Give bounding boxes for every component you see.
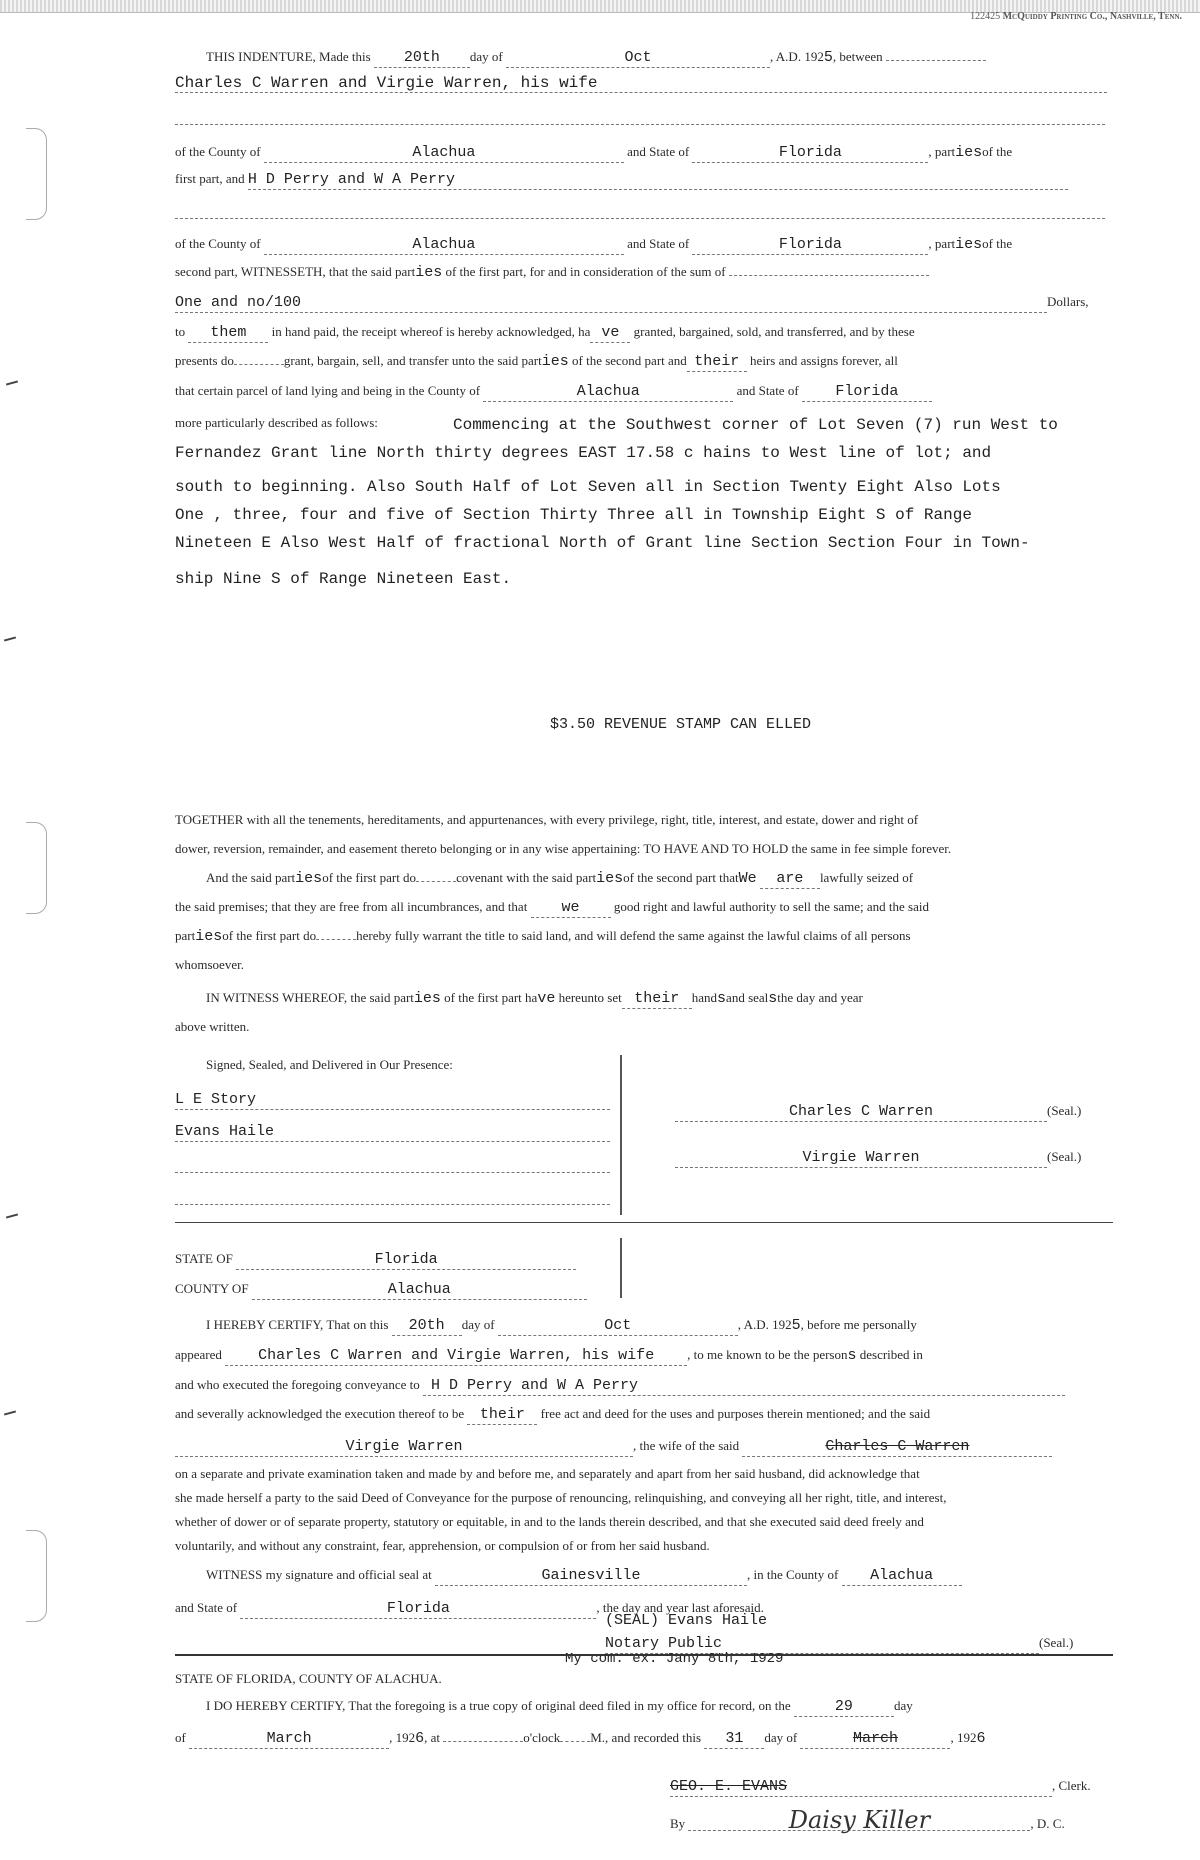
margin-tick-mark: [4, 1410, 16, 1415]
clerk-certify-line: I DO HEREBY CERTIFY, That the foregoing is a true copy of original deed filed in my office for record, on the 29 day: [206, 1698, 913, 1715]
recorded-month: March: [800, 1730, 950, 1749]
grantor-signature-line: Virgie Warren (Seal.): [675, 1148, 1115, 1168]
description-line: south to beginning. Also South Half of Lot Seven all in Section Twenty Eight Also Lots: [175, 478, 1001, 496]
whomsoever-line: whomsoever.: [175, 957, 244, 972]
printer-name: McQuiddy Printing Co., Nashville, Tenn.: [1002, 11, 1182, 22]
witnesseth-line: second part, WITNESSETH, that the said parties of the first part, for and in consideration of the sum of: [175, 263, 1113, 282]
grantor-signature-line: Charles C Warren (Seal.): [675, 1102, 1115, 1122]
margin-tick-mark: [4, 636, 16, 641]
ack-and-state-line: and State of Florida , the day and year last aforesaid.: [175, 1600, 764, 1617]
parcel-line: that certain parcel of land lying and being in the County of Alachua and State of Florida: [175, 382, 1113, 402]
grantees-names: H D Perry and W A Perry: [248, 171, 1068, 190]
presents-line: presents do grant, bargain, sell, and transfer unto the said parties of the second part and their heirs and assigns forever, all: [175, 353, 898, 370]
binder-hole-mark: [26, 822, 47, 914]
land-description: [175, 411, 1107, 593]
parties-line: partiesof the first part do hereby fully warrant the title to said land, and will defend the same against the lawful claims of all persons: [175, 928, 911, 945]
amount-line: One and no/100 Dollars,: [175, 294, 1089, 311]
first-state: Florida: [692, 144, 928, 163]
first-county-line: of the County of Alachua and State of Florida , partiesof the: [175, 144, 1013, 161]
notary-title-line: Notary Public (Seal.): [605, 1635, 1074, 1652]
description-line: ship Nine S of Range Nineteen East.: [175, 570, 512, 588]
revenue-stamp-note: $3.50 REVENUE STAMP CAN ELLED: [550, 716, 812, 733]
blank-line: [175, 206, 1113, 224]
notary-name: Evans Haile: [668, 1612, 768, 1629]
description-line: One , three, four and five of Section Thirty Three all in Township Eight S of Range: [175, 506, 972, 524]
filed-month: March: [189, 1730, 389, 1749]
parcel-county: Alachua: [483, 383, 733, 402]
grantor-signature: Charles C Warren: [675, 1103, 1047, 1122]
grantors-names: Charles C Warren and Virgie Warren, his wife: [175, 74, 1107, 93]
margin-tick-mark: [6, 1213, 18, 1218]
witness-line: [175, 1160, 615, 1178]
binder-hole-mark: [26, 128, 47, 220]
described-line: more particularly described as follows:: [175, 415, 378, 430]
clerk-record-line: of March , 1926, at o'clock M., and recorded this 31 day of March , 1926: [175, 1730, 986, 1747]
grantors-line: [175, 74, 1113, 93]
together-line: TOGETHER with all the tenements, hereditaments, and appurtenances, with every privilege, right, title, interest, and estate, dower and right of: [175, 812, 919, 827]
ack-separate-line: on a separate and private examination taken and made by and before me, and separately and apart from her said husband, did acknowledge that: [175, 1466, 920, 1481]
ack-certify-line: I HEREBY CERTIFY, That on this 20th day of Oct , A.D. 1925, before me personally: [206, 1317, 917, 1334]
indenture-day: 20th: [374, 49, 470, 68]
section-rule: [175, 1654, 1113, 1656]
consideration-amount: One and no/100: [175, 294, 1047, 313]
second-state: Florida: [692, 236, 928, 255]
description-line: Nineteen E Also West Half of fractional North of Grant line Section Section Four in Town-: [175, 534, 1030, 552]
ack-grantees: H D Perry and W A Perry: [423, 1377, 1065, 1396]
parcel-state: Florida: [802, 383, 932, 402]
ack-wife-line: Virgie Warren , the wife of the said Charles C Warren: [175, 1437, 1113, 1457]
ack-county: Alachua: [252, 1281, 587, 1300]
notary-seal-line: (SEAL) Evans Haile: [605, 1612, 768, 1629]
ack-place: Gainesville: [435, 1567, 747, 1586]
witness-whereof-line: IN WITNESS WHEREOF, the said parties of the first part have hereunto set their handsand sealsthe day and year: [206, 990, 863, 1007]
covenant-line: And the said partiesof the first part do covenant with the said partiesof the second part thatWe are lawfully seized of: [206, 870, 914, 887]
witness-line: [175, 1090, 615, 1110]
indenture-month: Oct: [506, 49, 770, 68]
grantor-signature: Virgie Warren: [675, 1149, 1047, 1168]
printer-number: 122425: [970, 11, 1001, 22]
indenture-year: 5: [823, 49, 833, 66]
recorded-day: 31: [704, 1730, 764, 1749]
filed-day: 29: [794, 1698, 894, 1717]
grantees-line: first part, and H D Perry and W A Perry: [175, 170, 1113, 190]
dower-line: dower, reversion, remainder, and easement thereto belonging or in any wise appertaining: TO HAVE AND TO HOLD the same in fee simple forever.: [175, 841, 952, 856]
ack-state-line: STATE OF Florida: [175, 1250, 1113, 1270]
section-rule: [175, 1222, 1113, 1223]
above-written-line: above written.: [175, 1019, 250, 1034]
ack-witness-line: WITNESS my signature and official seal at Gainesville , in the County of Alachua: [175, 1566, 1144, 1586]
ack-voluntarily-line: voluntarily, and without any constraint, fear, apprehension, or compulsion of or from her said husband.: [175, 1538, 710, 1553]
deputy-line: By Daisy Killer , D. C.: [670, 1806, 1065, 1834]
blank-line: [175, 112, 1113, 130]
binder-hole-mark: [26, 1530, 47, 1622]
clerk-heading: STATE OF FLORIDA, COUNTY OF ALACHUA.: [175, 1671, 442, 1686]
second-county-line: of the County of Alachua and State of Florida , partiesof the: [175, 236, 1013, 253]
ack-state: Florida: [236, 1251, 576, 1270]
printer-mark: [970, 11, 1182, 22]
description-line: Commencing at the Southwest corner of Lot Seven (7) run West to: [453, 416, 1058, 434]
ack-appeared-line: appeared Charles C Warren and Virgie Warren, his wife , to me known to be the persons described in: [175, 1347, 923, 1364]
first-county: Alachua: [264, 144, 624, 163]
notary-title: Notary Public: [605, 1635, 1039, 1654]
witness-line: [175, 1122, 615, 1142]
deputy-signature: Daisy Killer: [688, 1810, 1030, 1831]
ack-party-line: she made herself a party to the said Deed of Conveyance for the purpose of renouncing, relinquishing, and conveying all her right, title, and interest,: [175, 1490, 947, 1505]
witness-name: Evans Haile: [175, 1123, 610, 1142]
clerk-name-line: GEO. E. EVANS , Clerk.: [670, 1778, 1091, 1795]
indenture-line: THIS INDENTURE, Made this 20th day of Oct , A.D. 1925, between: [175, 48, 1144, 68]
ack-county-line: COUNTY OF Alachua: [175, 1280, 1113, 1300]
ack-wife: Virgie Warren: [175, 1438, 633, 1457]
ack-husband: Charles C Warren: [742, 1438, 1052, 1457]
notary-commission: My com. ex. Jany 8th, 1929: [565, 1651, 784, 1667]
ack-executed-line: and who executed the foregoing conveyance to H D Perry and W A Perry: [175, 1376, 1113, 1396]
witness-line: [175, 1192, 615, 1210]
paid-line: to them in hand paid, the receipt whereof is hereby acknowledged, ha ve granted, bargained, sold, and transferred, and by these: [175, 324, 915, 341]
signed-sealed-label: Signed, Sealed, and Delivered in Our Presence:: [206, 1057, 453, 1072]
description-line: Fernandez Grant line North thirty degrees EAST 17.58 c hains to West line of lot; and: [175, 444, 992, 462]
second-county: Alachua: [264, 236, 624, 255]
witness-name: L E Story: [175, 1091, 610, 1110]
ack-severally-line: and severally acknowledged the execution thereof to be their free act and deed for the uses and purposes therein mentioned; and the said: [175, 1406, 931, 1423]
premises-line: the said premises; that they are free from all incumbrances, and that we good right and lawful authority to sell the same; and the said: [175, 899, 929, 916]
clerk-name: GEO. E. EVANS: [670, 1778, 1052, 1797]
ack-appeared-names: Charles C Warren and Virgie Warren, his wife: [225, 1347, 687, 1366]
signature-divider: [620, 1055, 622, 1215]
margin-tick-mark: [6, 380, 18, 385]
ack-dower-line: whether of dower or of separate property, statutory or equitable, in and to the lands therein described, and that she executed said deed freely and: [175, 1514, 924, 1529]
